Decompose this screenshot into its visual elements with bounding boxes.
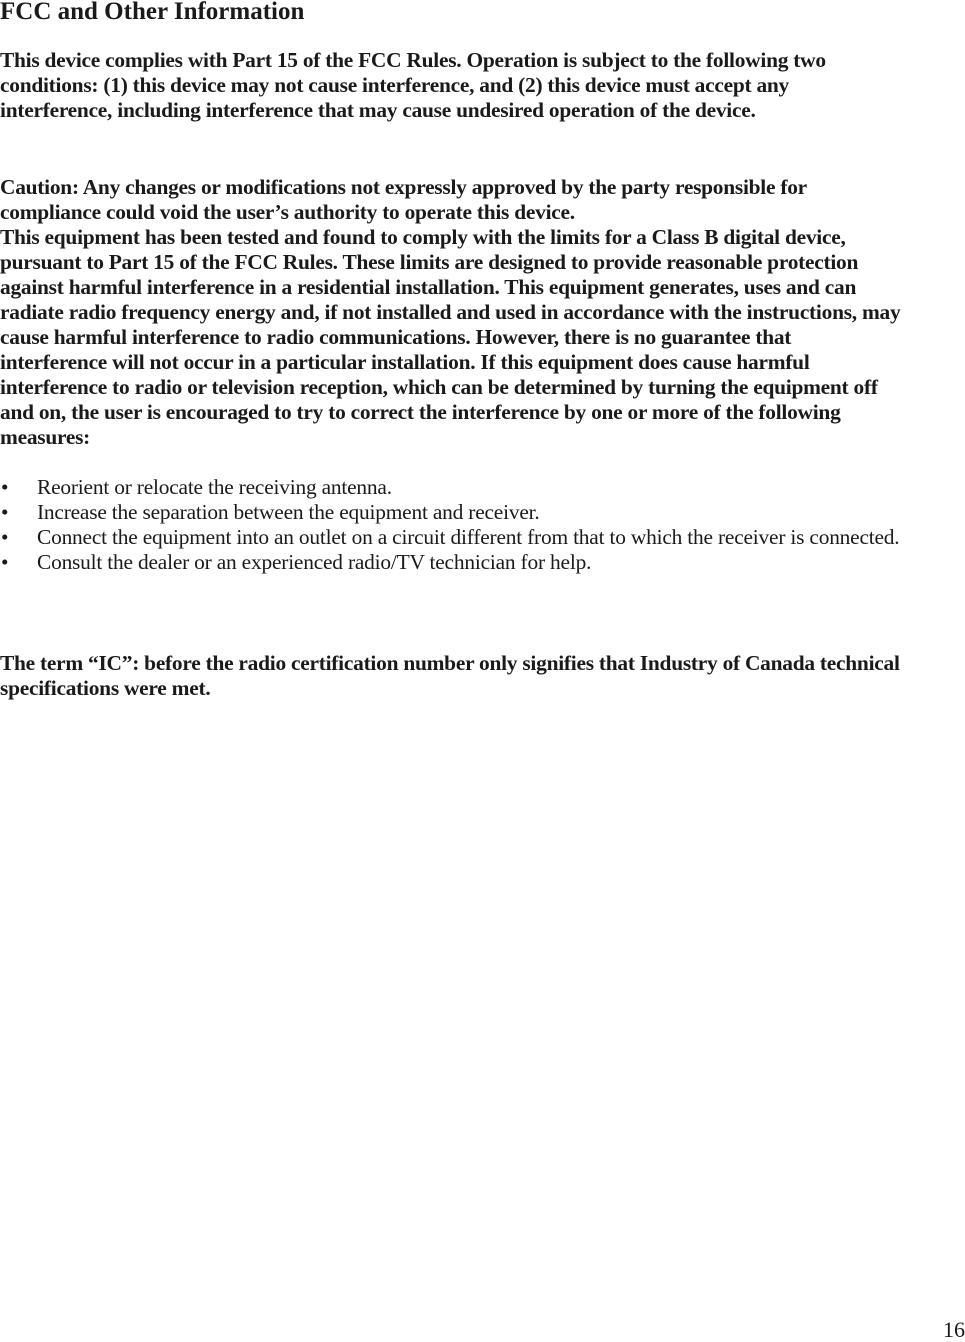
caution-paragraph: Caution: Any changes or modifications not expressly approved by the party responsible for compliance could void the user’s authority to operate this device.: [0, 175, 807, 224]
bullet-icon: •: [1, 500, 9, 524]
fcc-caution-section: [0, 175, 903, 450]
class-b-paragraph: This equipment has been tested and found to comply with the limits for a Class B digital device, pursuant to Part 15 of the FCC Rules. These limits are designed to provide reasonable protection against harmful interference in a residential installation. This equipment generates, uses and can radiate radio frequency energy and, if not installed and used in accordance with the instructions, may cause harmful interference to radio communications. However, there is no guarantee that interference will not occur in a particular installation. If this equipment does cause harmful interference to radio or television reception, which can be determined by turning the equipment off and on, the user is encouraged to try to correct the interference by one or more of the following measures:: [0, 225, 901, 449]
page-title: FCC and Other Information: [0, 0, 305, 25]
bullet-icon: •: [1, 550, 9, 574]
bullet-icon: •: [1, 525, 9, 549]
list-item: [0, 500, 903, 525]
measure-text: Consult the dealer or an experienced radio/TV technician for help.: [37, 550, 592, 574]
list-item: [0, 525, 903, 550]
list-item: [0, 550, 903, 575]
ic-statement: The term “IC”: before the radio certification number only signifies that Industry of Canada technical specifications were met.: [0, 651, 900, 700]
measure-text: Connect the equipment into an outlet on a circuit different from that to which the receiver is connected.: [37, 525, 900, 549]
fcc-compliance-paragraph: This device complies with Part 15 of the FCC Rules. Operation is subject to the following two conditions: (1) this device may not cause interference, and (2) this device must accept any interference, including interference that may cause undesired operation of the device.: [0, 48, 826, 122]
bullet-icon: •: [1, 475, 9, 499]
measure-text: Increase the separation between the equipment and receiver.: [37, 500, 540, 524]
page-number: 16: [943, 1317, 965, 1342]
list-item: [0, 475, 903, 500]
measures-list: [0, 475, 903, 575]
measure-text: Reorient or relocate the receiving antenna.: [37, 475, 392, 499]
